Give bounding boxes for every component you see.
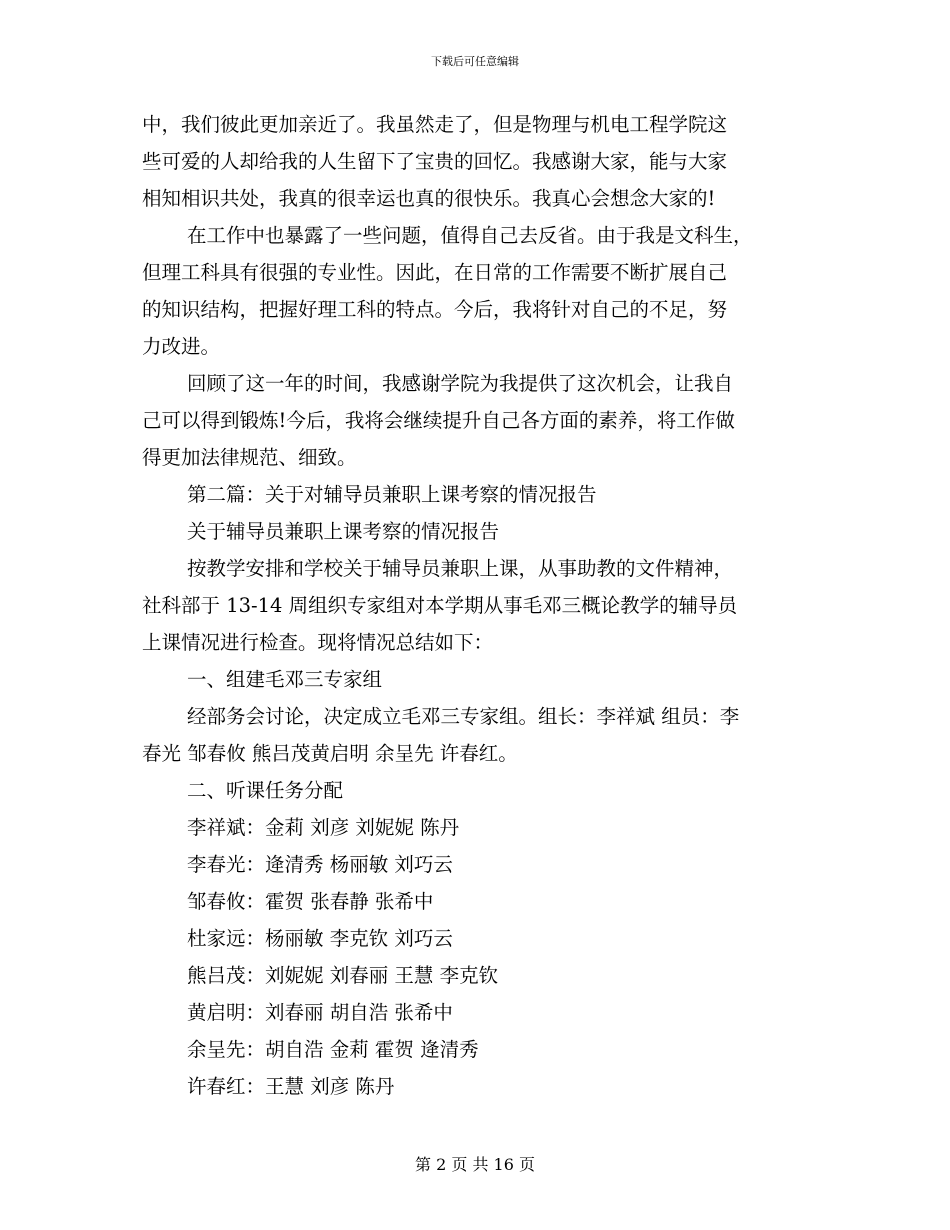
list-item: 余呈先：胡自浩 金莉 霍贺 逄清秀 [187, 1038, 479, 1061]
text-line: 社科部于 13-14 周组织专家组对本学期从事毛邓三概论教学的辅导员 [142, 594, 738, 617]
section-title: 第二篇：关于对辅导员兼职上课考察的情况报告 [187, 483, 597, 506]
text-line: 得更加法律规范、细致。 [142, 446, 357, 469]
heading-group: 一、组建毛邓三专家组 [187, 668, 383, 691]
paragraph-farewell [142, 106, 822, 217]
document-body [142, 106, 822, 1105]
text-line: 春光 邹春攸 熊吕茂黄启明 余呈先 许春红。 [142, 742, 518, 765]
heading-assignments: 二、听课任务分配 [187, 779, 344, 802]
text-line: 回顾了这一年的时间，我感谢学院为我提供了这次机会，让我自 [187, 372, 734, 395]
assignment-list [142, 809, 822, 1105]
paragraph-review [142, 365, 822, 476]
paragraph-intro [142, 550, 822, 661]
list-item: 李祥斌：金莉 刘彦 刘妮妮 陈丹 [187, 816, 460, 839]
text-line: 经部务会讨论，决定成立毛邓三专家组。组长：李祥斌 组员：李 [187, 705, 740, 728]
text-line: 上课情况进行检查。现将情况总结如下： [142, 631, 494, 654]
list-item: 邹春攸：霍贺 张春静 张希中 [187, 890, 434, 913]
paragraph-group-members [142, 698, 822, 772]
report-title: 关于辅导员兼职上课考察的情况报告 [187, 520, 500, 543]
text-line: 但理工科具有很强的专业性。因此，在日常的工作需要不断扩展自己 [142, 261, 728, 284]
text-line: 力改进。 [142, 335, 221, 358]
text-line: 些可爱的人却给我的人生留下了宝贵的回忆。我感谢大家，能与大家 [142, 150, 728, 173]
page-footer: 第 2 页 共 16 页 [415, 1155, 535, 1174]
text-line: 按教学安排和学校关于辅导员兼职上课，从事助教的文件精神， [187, 557, 734, 580]
list-item: 李春光：逄清秀 杨丽敏 刘巧云 [187, 853, 453, 876]
list-item: 许春红：王慧 刘彦 陈丹 [187, 1075, 395, 1098]
text-line: 中，我们彼此更加亲近了。我虽然走了，但是物理与机电工程学院这 [142, 113, 728, 136]
list-item: 熊吕茂：刘妮妮 刘春丽 王慧 李克钦 [187, 964, 499, 987]
text-line: 的知识结构，把握好理工科的特点。今后，我将针对自己的不足，努 [142, 298, 728, 321]
text-line: 在工作中也暴露了一些问题，值得自己去反省。由于我是文科生， [187, 224, 753, 247]
text-line: 相知相识共处，我真的很幸运也真的很快乐。我真心会想念大家的! [142, 187, 716, 210]
list-item: 黄启明：刘春丽 胡自浩 张希中 [187, 1001, 453, 1024]
page-header: 下载后可任意编辑 [431, 55, 519, 68]
text-line: 己可以得到锻炼!今后，我将会继续提升自己各方面的素养，将工作做 [142, 409, 735, 432]
list-item: 杜家远：杨丽敏 李克钦 刘巧云 [187, 927, 453, 950]
paragraph-problems [142, 217, 822, 365]
